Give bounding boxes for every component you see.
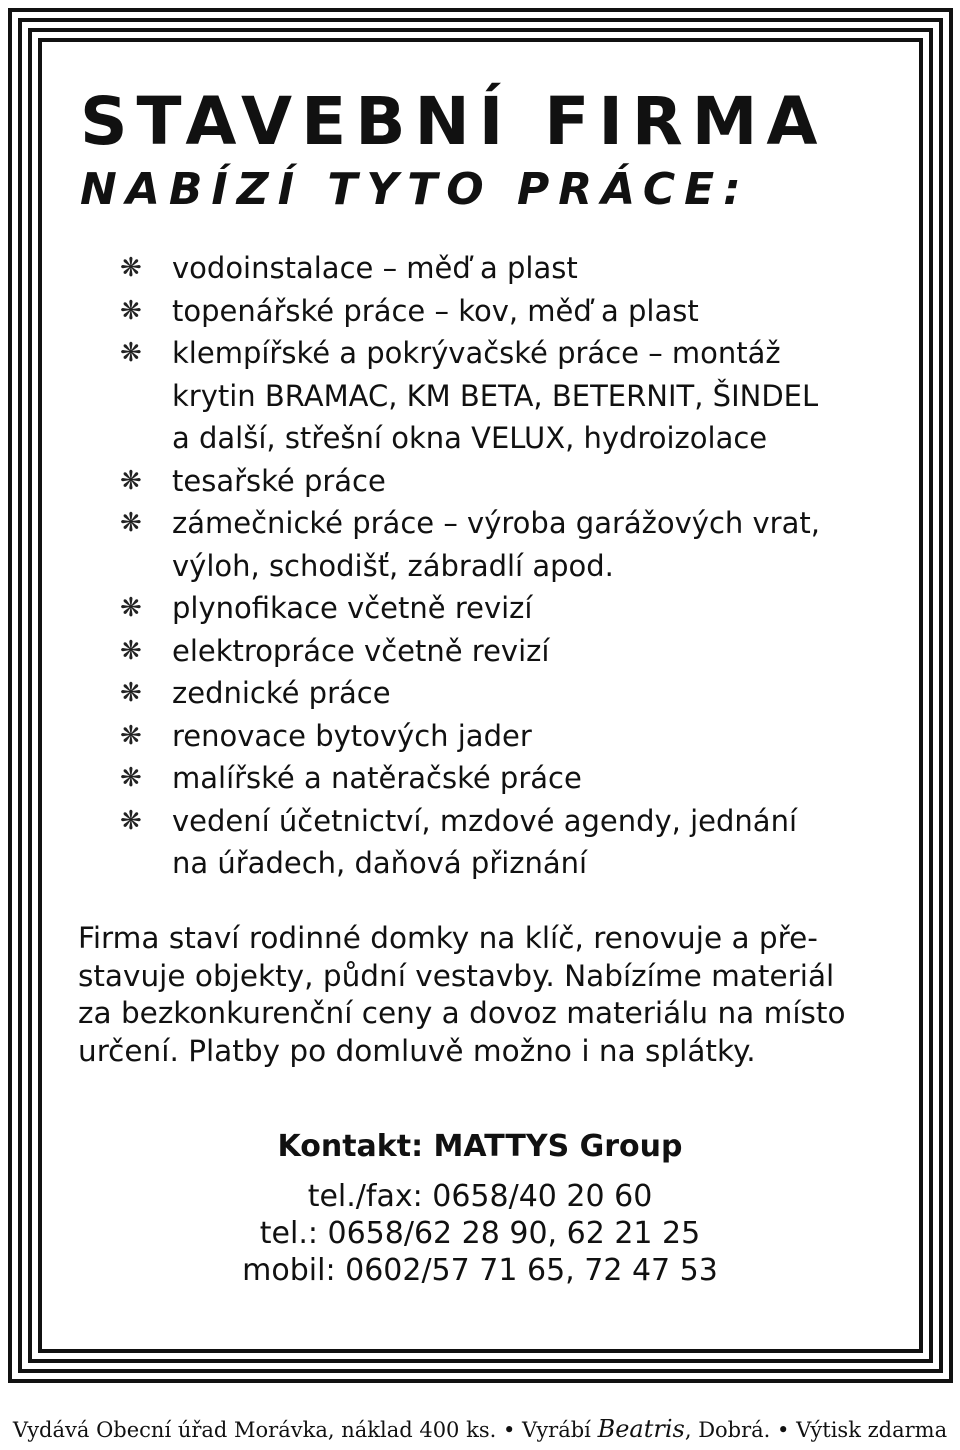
asterisk-bullet-icon: ❋ [120,253,142,283]
service-text [172,630,549,673]
asterisk-bullet-icon: ❋ [120,508,142,538]
service-line: zámečnické práce – výroba garážových vrat, [172,506,820,540]
service-text [172,290,699,333]
service-line: na úřadech, daňová přiznání [172,846,588,880]
asterisk-bullet-icon: ❋ [120,720,142,751]
service-line: krytin BRAMAC, KM BETA, BETERNIT, ŠINDEL [172,378,819,413]
service-line: zednické práce [172,676,391,710]
service-item [120,290,900,333]
service-text [172,332,818,460]
services-list [120,247,900,885]
service-line: tesařské práce [172,463,386,498]
service-text [172,757,582,800]
service-text [172,247,578,290]
service-text [172,502,820,587]
asterisk-bullet-icon: ❋ [120,635,142,666]
service-line: renovace bytových jader [172,718,532,753]
service-text [172,672,391,715]
footer-text-2: , Dobrá. • Výtisk zdarma [684,1418,948,1442]
footer-brand: Beatris [597,1415,685,1443]
service-item [120,672,900,715]
service-line: vodoinstalace – měď a plast [172,251,578,285]
asterisk-bullet-icon: ❋ [120,678,142,708]
asterisk-bullet-icon: ❋ [120,805,142,836]
service-line: a další, střešní okna VELUX, hydroizolace [172,421,768,455]
asterisk-bullet-icon: ❋ [120,465,142,496]
service-item [120,800,900,885]
description-paragraph [78,920,898,1070]
service-text [172,800,797,885]
service-line: malířské a natěračské práce [172,761,582,795]
service-item [120,715,900,758]
service-text [172,587,532,630]
service-line: klempířské a pokrývačské práce – montáž [172,336,781,370]
contact-details [0,1178,960,1289]
footer [0,1414,960,1445]
contact-title: Kontakt: MATTYS Group [277,1129,683,1164]
footer-text-1: Vydává Obecní úřad Morávka, náklad 400 ks. • Vyrábí [12,1418,598,1442]
service-item [120,630,900,673]
heading-line-1: STAVEBNÍ FIRMA [80,83,827,160]
contact-mobil: mobil: 0602/57 71 65, 72 47 53 [242,1253,718,1288]
paragraph-line: určení. Platby po domluvě možno i na splátky. [78,1033,756,1068]
service-line: topenářské práce – kov, měď a plast [172,293,699,328]
contact-tel-fax: tel./fax: 0658/40 20 60 [307,1179,653,1214]
asterisk-bullet-icon: ❋ [120,593,142,623]
asterisk-bullet-icon: ❋ [120,338,142,368]
service-text [172,715,532,758]
heading-line-2: NABÍZÍ TYTO PRÁCE: [80,164,750,215]
service-item [120,502,900,587]
service-item [120,247,900,290]
paragraph-line: stavuje objekty, půdní vestavby. Nabízíme materiál [78,958,835,993]
service-item [120,460,900,503]
service-item [120,332,900,460]
service-line: výloh, schodišť, zábradlí apod. [172,548,614,583]
service-line: vedení účetnictví, mzdové agendy, jednání [172,803,798,838]
service-item [120,757,900,800]
asterisk-bullet-icon: ❋ [120,295,142,326]
service-text [172,460,386,503]
service-line: elektropráce včetně revizí [172,633,550,668]
service-item [120,587,900,630]
service-line: plynofikace včetně revizí [172,591,533,625]
paragraph-line: Firma staví rodinné domky na klíč, renovuje a pře- [78,921,818,955]
contact-tel: tel.: 0658/62 28 90, 62 21 25 [259,1216,701,1251]
paragraph-line: za bezkonkurenční ceny a dovoz materiálu na místo [78,996,846,1030]
asterisk-bullet-icon: ❋ [120,763,142,793]
